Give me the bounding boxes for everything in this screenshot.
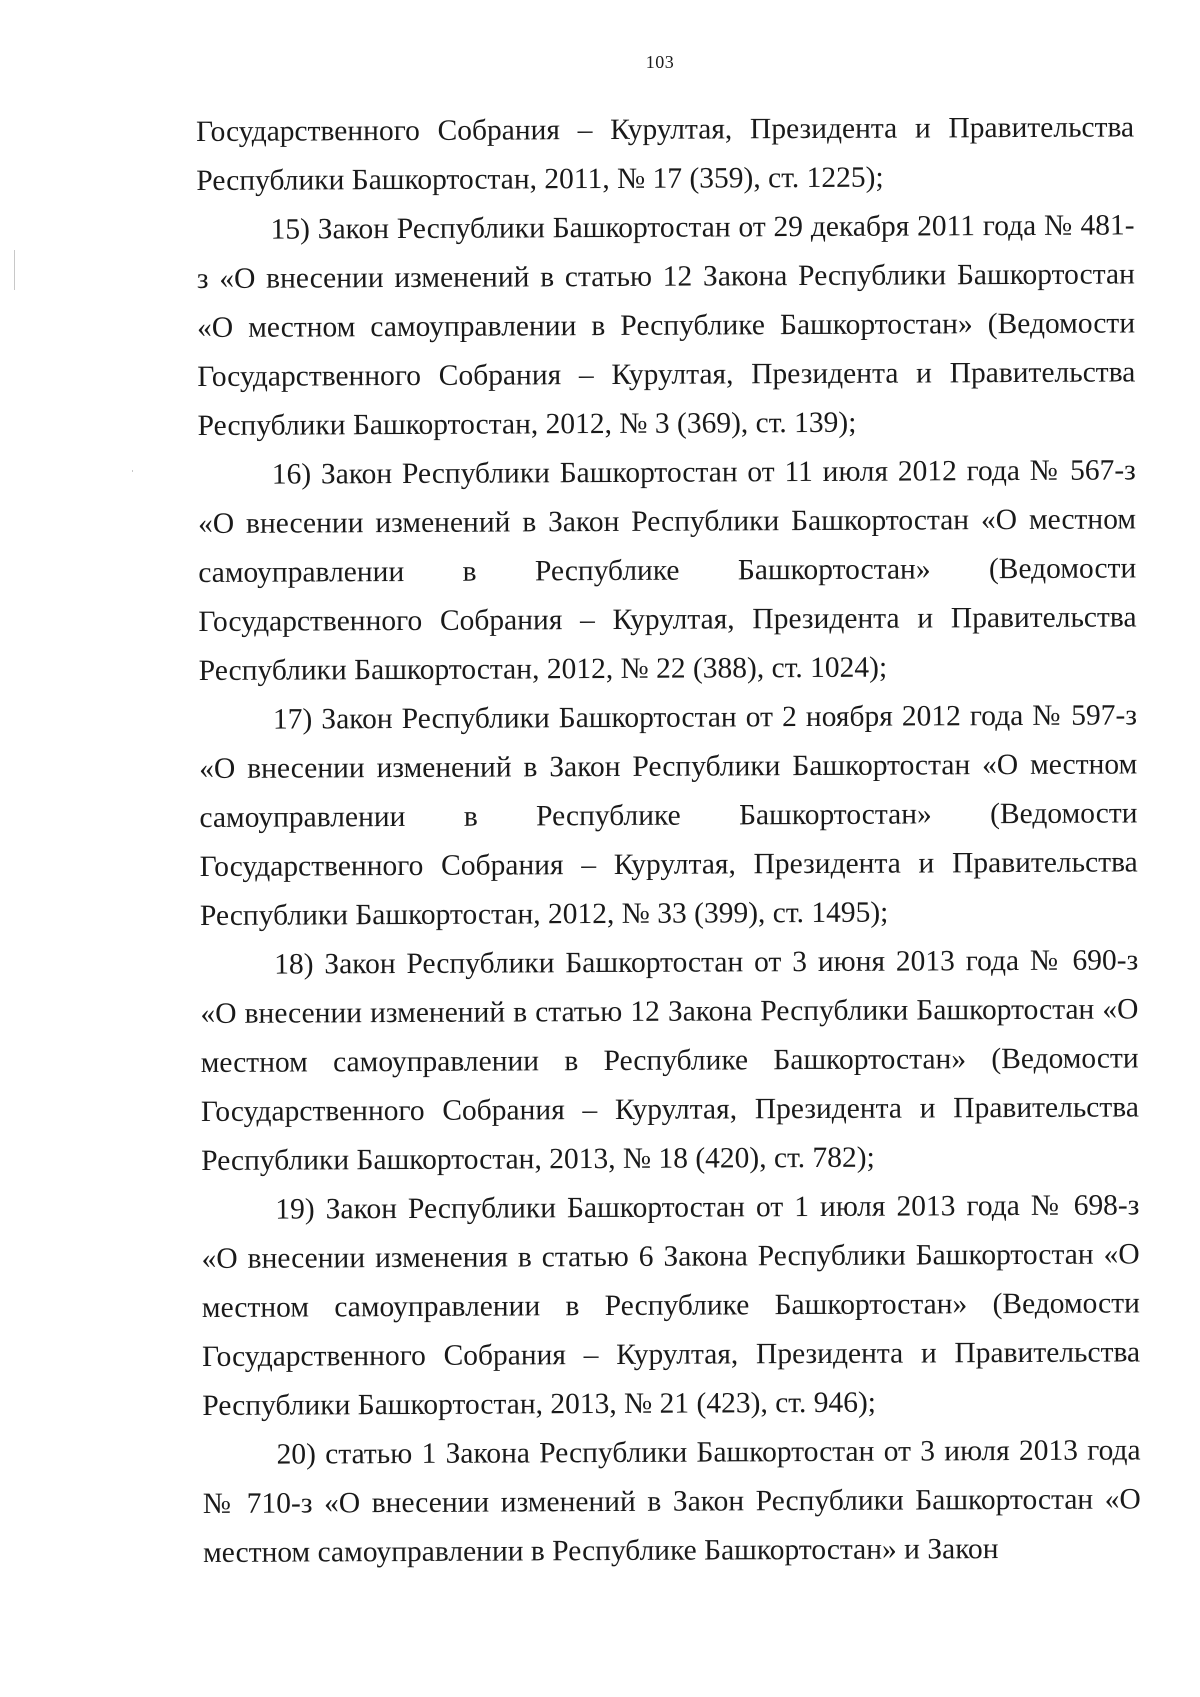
list-item-18: 18) Закон Республики Башкортостан от 3 июня 2013 года № 690-з «О внесении изменений в статью 12 Закона Республики Башкортостан «О местном самоуправлении в Республике Башкортостан» (Ведомости Государственного Собрания – Курултая, Президента и Правительства Республики Башкортостан, 2013, № 18 (420), ст. 782); xyxy=(200,944,1139,1177)
list-item-20: 20) статью 1 Закона Республики Башкортостан от 3 июля 2013 года № 710-з «О внесении изменений в Закон Республики Башкортостан «О местном самоуправлении в Республике Башкортостан» и Закон xyxy=(202,1434,1141,1569)
list-item-15: 15) Закон Республики Башкортостан от 29 декабря 2011 года № 481-з «О внесении изменений в статью 12 Закона Республики Башкортостан «О местном самоуправлении в Республике Башкортостан» (Ведомости Государственного Собрания – Курултая, Президента и Правительства Республики Башкортостан, 2012, № 3 (369), ст. 139); xyxy=(196,209,1136,442)
list-item-19: 19) Закон Республики Башкортостан от 1 июля 2013 года № 698-з «О внесении изменения в статью 6 Закона Республики Башкортостан «О местном самоуправлении в Республике Башкортостан» (Ведомости Государственного Собрания – Курултая, Президента и Правительства Республики Башкортостан, 2013, № 21 (423), ст. 946); xyxy=(201,1189,1141,1422)
scan-margin-mark xyxy=(14,250,15,290)
page-number: 103 xyxy=(645,52,675,72)
document-body xyxy=(196,103,1141,1578)
list-item-17: 17) Закон Республики Башкортостан от 2 ноября 2012 года № 597-з «О внесении изменений в Закон Республики Башкортостан «О местном самоуправлении в Республике Башкортостан» (Ведомости Государственного Собрания – Курултая, Президента и Правительства Республики Башкортостан, 2012, № 33 (399), ст. 1495); xyxy=(199,699,1138,932)
scan-margin-mark xyxy=(132,470,133,472)
paragraph-continuation: Государственного Собрания – Курултая, Президента и Правительства Республики Башкортостан, 2011, № 17 (359), ст. 1225); xyxy=(196,111,1135,197)
list-item-16: 16) Закон Республики Башкортостан от 11 июля 2012 года № 567-з «О внесении изменений в Закон Республики Башкортостан «О местном самоуправлении в Республике Башкортостан» (Ведомости Государственного Собрания – Курултая, Президента и Правительства Республики Башкортостан, 2012, № 22 (388), ст. 1024); xyxy=(197,454,1137,687)
